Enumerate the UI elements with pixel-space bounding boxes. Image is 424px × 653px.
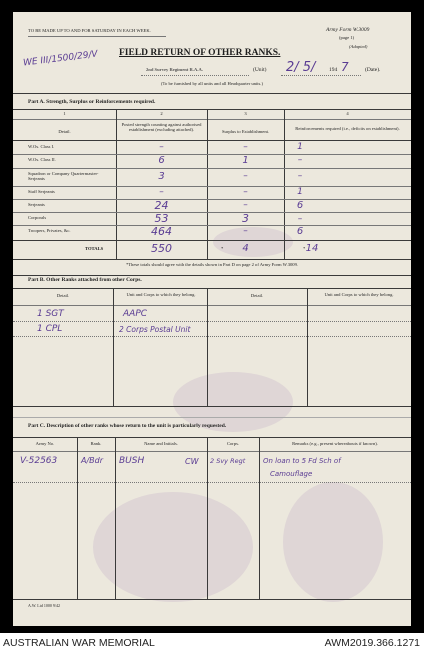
- part-b-col-unit-2: Unit and Corps to which they belong.: [324, 292, 394, 297]
- part-b-col-divider: [113, 288, 114, 406]
- part-b-col-unit: Unit and Corps to which they belong.: [126, 292, 196, 297]
- part-b-unit-2: 2 Corps Postal Unit: [119, 325, 191, 334]
- unit-name: 2nd Survey Regiment R.A.A.: [146, 67, 203, 72]
- surplus-cqms: –: [243, 171, 248, 181]
- part-c-rank: A/Bdr: [81, 456, 104, 465]
- row-label-cqms: Squadron or Company Quartermaster-Serjeants: [28, 171, 99, 182]
- reinf-wo2: –: [297, 155, 303, 165]
- document-sheet: [13, 12, 411, 626]
- part-a-table-top: [13, 109, 411, 110]
- date-label: (Date).: [365, 67, 381, 73]
- row-rule: [13, 225, 411, 226]
- stain-mark: [93, 492, 253, 602]
- row-label-corporals: Corporals: [28, 215, 47, 220]
- part-c-remarks-1: On loan to 5 Fd Sch of: [263, 457, 341, 465]
- total-surplus: 4: [242, 243, 249, 254]
- part-c-col-divider: [115, 437, 116, 599]
- stain-mark: [283, 482, 383, 602]
- unit-dotted-line: [141, 75, 249, 76]
- archive-footer: [0, 633, 424, 653]
- part-b-header-rule: [13, 305, 411, 306]
- posted-wo2: 6: [158, 155, 165, 166]
- form-title: FIELD RETURN OF OTHER RANKS.: [119, 48, 281, 58]
- col-header-posted: Posted strength counting against authorised establishment (excluding attached).: [121, 122, 202, 133]
- posted-corporals: 53: [154, 212, 169, 225]
- part-c-army-no: V-52563: [20, 456, 58, 466]
- unit-label: (Unit): [253, 67, 267, 73]
- totals-bottom-rule: [13, 259, 411, 260]
- total-marker: *: [221, 246, 224, 251]
- part-b-col-detail: Detail.: [56, 293, 70, 298]
- part-c-header-rule: [13, 451, 411, 452]
- reinf-privates: 6: [296, 226, 304, 237]
- part-c-col-divider: [77, 437, 78, 599]
- year-printed: 194: [329, 67, 338, 73]
- accession-number: AWM2019.366.1271: [324, 637, 420, 649]
- surplus-staff-sjt: –: [243, 187, 248, 197]
- part-b-heading: Part B. Other Ranks attached from other Corps.: [28, 277, 142, 283]
- furnished-note: (To be furnished by all units and all Headquarter units.): [161, 81, 263, 86]
- part-c-col-divider: [259, 437, 260, 599]
- posted-staff-sjt: –: [159, 187, 164, 197]
- part-c-heading: Part C. Description of other ranks whose return to the unit is particularly requested.: [28, 423, 227, 429]
- col-number-rule: [13, 119, 411, 120]
- institution-name: AUSTRALIAN WAR MEMORIAL: [3, 637, 155, 649]
- posted-wo1: –: [159, 142, 164, 152]
- fold-crease: [13, 417, 411, 418]
- part-c-bottom-rule: [13, 599, 411, 600]
- part-b-col-detail-2: Detail.: [250, 293, 264, 298]
- surplus-corporals: 3: [242, 212, 249, 225]
- row-label-wo1: W.Os. Class I.: [28, 144, 55, 149]
- surplus-wo1: –: [243, 142, 248, 152]
- surplus-privates: –: [243, 226, 248, 236]
- filing-notice: TO BE MADE UP TO AND FOR SATURDAY IN EACH WEEK.: [28, 28, 151, 33]
- page-number: (page 1): [339, 35, 355, 40]
- col-number-4: 4: [346, 111, 349, 116]
- part-c-initials: CW: [185, 457, 199, 466]
- posted-cqms: 3: [158, 171, 165, 182]
- reinf-serjeants: 6: [296, 200, 304, 211]
- totals-label: TOTALS: [85, 246, 104, 251]
- totals-footnote: *These totals should agree with the details shown in Part D on page 2 of Army Form W.3009.: [125, 262, 299, 267]
- surplus-wo2: 1: [242, 155, 249, 166]
- part-a-col-divider: [207, 109, 208, 259]
- year-handwritten: 7: [341, 60, 349, 74]
- part-c-col-corps: Corps.: [226, 441, 240, 446]
- col-header-surplus: Surplus to Establishment.: [221, 129, 270, 134]
- part-b-table-top: [13, 288, 411, 289]
- posted-privates: 464: [151, 225, 172, 238]
- part-b-detail-1: 1 SGT: [37, 309, 64, 319]
- date-dotted-line: [281, 75, 361, 76]
- posted-serjeants: 24: [154, 199, 169, 212]
- part-c-col-divider: [207, 437, 208, 599]
- total-marker: *: [303, 246, 306, 251]
- col-header-detail: Detail.: [58, 129, 71, 134]
- col-number-1: 1: [63, 111, 66, 116]
- handwritten-date: 2/ 5/: [286, 60, 316, 75]
- part-b-col-divider: [307, 288, 308, 406]
- notice-underline: [28, 36, 166, 37]
- army-form-number: Army Form W.3009: [326, 27, 370, 33]
- reinf-staff-sjt: 1: [297, 187, 303, 197]
- row-rule: [13, 186, 411, 187]
- printer-mark: A.W. Ltd 1000 9/42: [28, 603, 60, 608]
- part-b-detail-2: 1 CPL: [37, 324, 63, 334]
- part-b-row-rule: [13, 336, 411, 337]
- row-rule: [13, 240, 411, 241]
- col-number-3: 3: [244, 111, 247, 116]
- row-rule: [13, 168, 411, 169]
- handwritten-reference: WE III/1500/29/V: [22, 49, 99, 69]
- part-c-table-top: [13, 437, 411, 438]
- row-label-staff-sjt: Staff Serjeants: [28, 189, 55, 194]
- part-c-row-rule: [13, 482, 411, 483]
- part-b-row-rule: [13, 321, 411, 322]
- reinf-corporals: –: [297, 214, 303, 224]
- adapted-note: (Adapted): [349, 44, 368, 49]
- total-posted: 550: [151, 242, 172, 255]
- row-label-privates: Troopers, Privates, &c.: [28, 228, 71, 233]
- part-a-heading: Part A. Strength, Surplus or Reinforcements required.: [28, 99, 156, 105]
- header-bottom-rule: [13, 140, 411, 141]
- row-rule: [13, 199, 411, 200]
- row-label-serjeants: Serjeants: [28, 202, 45, 207]
- col-number-2: 2: [160, 111, 163, 116]
- reinf-cqms: –: [297, 171, 303, 181]
- reinf-wo1: 1: [297, 142, 303, 152]
- part-b-unit-1: AAPC: [123, 309, 148, 319]
- part-b-top-rule: [13, 275, 411, 276]
- part-c-col-rank: Rank.: [90, 441, 102, 446]
- row-label-wo2: W.Os. Class II.: [28, 157, 56, 162]
- part-a-top-rule: [13, 93, 411, 94]
- total-reinf: 14: [305, 243, 319, 254]
- part-c-col-army-no: Army No.: [35, 441, 55, 446]
- part-b-col-divider: [207, 288, 208, 406]
- surplus-serjeants: –: [243, 200, 248, 210]
- part-c-col-name: Name and Initials.: [144, 441, 178, 446]
- part-c-top-rule: [13, 406, 411, 407]
- part-c-name: BUSH: [119, 456, 145, 466]
- part-c-col-remarks: Remarks (e.g., present whereabouts if known).: [292, 441, 378, 446]
- col-header-reinforcements: Reinforcements required (i.e., deficits on establishment).: [295, 126, 400, 131]
- part-c-corps: 2 Svy Regt: [210, 457, 246, 465]
- part-c-remarks-2: Camouflage: [270, 470, 313, 478]
- row-rule: [13, 154, 411, 155]
